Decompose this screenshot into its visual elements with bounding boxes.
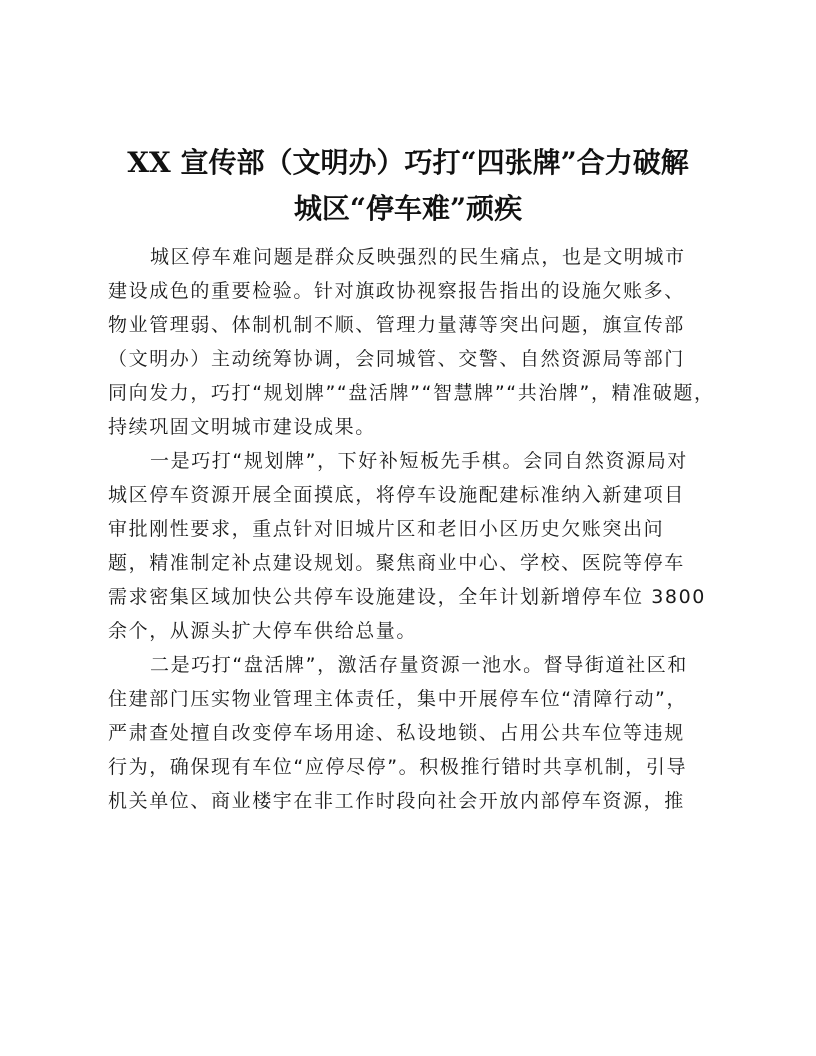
- paragraph-line: 同向发力，巧打“规划牌”“盘活牌”“智慧牌”“共治牌”，精准破题，: [108, 382, 715, 404]
- paragraph-line: 审批刚性要求，重点针对旧城片区和老旧小区历史欠账突出问: [108, 518, 665, 540]
- paragraph-line: 机关单位、商业楼宇在非工作时段向社会开放内部停车资源，推: [108, 790, 685, 812]
- paragraph-line: 需求密集区域加快公共停车设施建设，全年计划新增停车位 3800: [108, 586, 706, 608]
- document-title: [90, 140, 726, 232]
- title-line-2: 城区“停车难”顽疾: [293, 192, 523, 225]
- paragraph-planning: [108, 444, 708, 648]
- paragraph-line: 严肃查处擅自改变停车场用途、私设地锁、占用公共车位等违规: [108, 722, 685, 744]
- paragraph-line: 二是巧打“盘活牌”，激活存量资源一池水。督导街道社区和: [150, 654, 688, 676]
- paragraph-line: 物业管理弱、体制机制不顺、管理力量薄等突出问题，旗宣传部: [108, 314, 685, 336]
- paragraph-line: 住建部门压实物业管理主体责任，集中开展停车位“清障行动”，: [108, 688, 688, 710]
- paragraph-line: 一是巧打“规划牌”，下好补短板先手棋。会同自然资源局对: [150, 450, 688, 472]
- paragraph-line: 建设成色的重要检验。针对旗政协视察报告指出的设施欠账多、: [108, 280, 685, 302]
- paragraph-line: 城区停车难问题是群众反映强烈的民生痛点，也是文明城市: [150, 246, 686, 268]
- title-line-1: XX 宣传部（文明办）巧打“四张牌”合力破解: [127, 146, 689, 179]
- paragraph-line: 题，精准制定补点建设规划。聚焦商业中心、学校、医院等停车: [108, 552, 685, 574]
- paragraph-intro: [108, 240, 715, 444]
- paragraph-line: 行为，确保现有车位“应停尽停”。积极推行错时共享机制，引导: [108, 756, 688, 778]
- document-body: [108, 240, 715, 818]
- paragraph-line: 城区停车资源开展全面摸底，将停车设施配建标准纳入新建项目: [108, 484, 685, 506]
- paragraph-line: （文明办）主动统筹协调，会同城管、交警、自然资源局等部门: [108, 348, 685, 370]
- paragraph-revitalize: [108, 648, 708, 818]
- paragraph-line: 余个，从源头扩大停车供给总量。: [108, 620, 418, 642]
- paragraph-line: 持续巩固文明城市建设成果。: [108, 416, 376, 438]
